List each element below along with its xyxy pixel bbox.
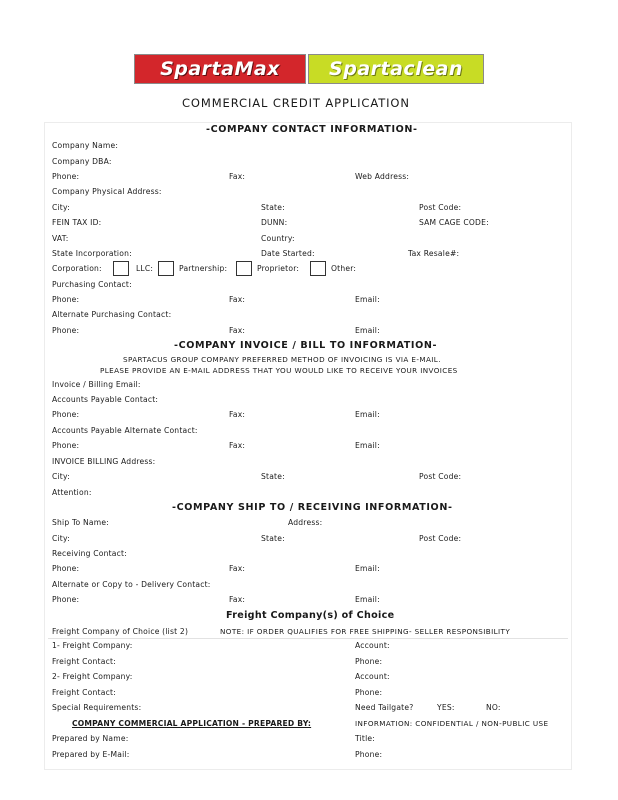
company-dba-label: Company DBA: [52, 157, 112, 166]
llc-checkbox[interactable] [158, 261, 174, 276]
invoice-note-2: PLEASE PROVIDE AN E-MAIL ADDRESS THAT YOU WOULD LIKE TO RECEIVE YOUR INVOICES [100, 366, 458, 375]
ship-city-label: City: [52, 534, 70, 543]
billing-city-label: City: [52, 472, 70, 481]
contact-heading: -COMPANY CONTACT INFORMATION- [206, 124, 418, 135]
receiving-email-label: Email: [355, 564, 380, 573]
freight-divider [48, 638, 568, 639]
proprietor-checkbox[interactable] [310, 261, 326, 276]
partnership-checkbox[interactable] [236, 261, 252, 276]
fax-label: Fax: [229, 172, 246, 181]
ap-email-label: Email: [355, 410, 380, 419]
freight-company-2-label: 2- Freight Company: [52, 672, 133, 681]
billing-address-label: INVOICE BILLING Address: [52, 457, 156, 466]
freight-account-2-label: Account: [355, 672, 390, 681]
freight-account-1-label: Account: [355, 641, 390, 650]
state-incorporation-label: State Incorporation: [52, 249, 132, 258]
alt-delivery-phone-label: Phone: [52, 595, 80, 604]
country-label: Country: [261, 234, 295, 243]
tailgate-yes-label: YES: [437, 703, 455, 712]
freight-contact-2-label: Freight Contact: [52, 688, 116, 697]
purchasing-phone-label: Phone: [52, 295, 80, 304]
freight-list-note: NOTE: IF ORDER QUALIFIES FOR FREE SHIPPING- SELLER RESPONSIBILITY [220, 627, 511, 636]
freight-list-label: Freight Company of Choice (list 2) [52, 627, 189, 636]
corporation-label: Corporation: [52, 264, 102, 273]
purchasing-email-label: Email: [355, 295, 380, 304]
fein-label: FEIN TAX ID: [52, 218, 102, 227]
purchasing-contact-label: Purchasing Contact: [52, 280, 132, 289]
freight-contact-1-label: Freight Contact: [52, 657, 116, 666]
city-label: City: [52, 203, 70, 212]
receiving-fax-label: Fax: [229, 564, 246, 573]
tailgate-label: Need Tailgate? [355, 703, 414, 712]
billing-email-label: Invoice / Billing Email: [52, 380, 141, 389]
sam-cage-label: SAM CAGE CODE: [419, 218, 489, 227]
spartamax-logo [134, 54, 306, 84]
ap-alt-phone-label: Phone: [52, 441, 80, 450]
freight-heading: Freight Company(s) of Choice [226, 610, 395, 621]
vat-label: VAT: [52, 234, 69, 243]
alt-purchasing-label: Alternate Purchasing Contact: [52, 310, 172, 319]
invoice-heading: -COMPANY INVOICE / BILL TO INFORMATION- [174, 340, 438, 351]
corporation-checkbox[interactable] [113, 261, 129, 276]
ap-alt-contact-label: Accounts Payable Alternate Contact: [52, 426, 198, 435]
ship-address-label: Address: [288, 518, 323, 527]
freight-company-1-label: 1- Freight Company: [52, 641, 133, 650]
partnership-label: Partnership: [179, 264, 228, 273]
ap-alt-fax-label: Fax: [229, 441, 246, 450]
physical-address-label: Company Physical Address: [52, 187, 162, 196]
page-title: COMMERCIAL CREDIT APPLICATION [182, 96, 410, 110]
confidential-info: INFORMATION: CONFIDENTIAL / NON-PUBLIC USE [355, 719, 549, 728]
proprietor-label: Proprietor: [257, 264, 300, 273]
alt-delivery-fax-label: Fax: [229, 595, 246, 604]
special-requirements-label: Special Requirements: [52, 703, 142, 712]
prepared-email-label: Prepared by E-Mail: [52, 750, 130, 759]
prepared-title-label: Title: [355, 734, 376, 743]
prepared-name-label: Prepared by Name: [52, 734, 129, 743]
post-code-label: Post Code: [419, 203, 462, 212]
freight-phone-1-label: Phone: [355, 657, 383, 666]
ship-state-label: State: [261, 534, 285, 543]
receiving-phone-label: Phone: [52, 564, 80, 573]
ap-fax-label: Fax: [229, 410, 246, 419]
web-address-label: Web Address: [355, 172, 410, 181]
ap-contact-label: Accounts Payable Contact: [52, 395, 159, 404]
purchasing-fax-label: Fax: [229, 295, 246, 304]
attention-label: Attention: [52, 488, 92, 497]
company-name-label: Company Name: [52, 141, 119, 150]
date-started-label: Date Started: [261, 249, 315, 258]
alt-delivery-email-label: Email: [355, 595, 380, 604]
tax-resale-label: Tax Resale#: [408, 249, 460, 258]
phone-label: Phone: [52, 172, 80, 181]
dunn-label: DUNN: [261, 218, 288, 227]
prepared-phone-label: Phone: [355, 750, 383, 759]
spartamax-logo-text: SpartaMax [160, 58, 280, 80]
ap-phone-label: Phone: [52, 410, 80, 419]
alt-purchasing-email-label: Email: [355, 326, 380, 335]
invoice-note-1: SPARTACUS GROUP COMPANY PREFERRED METHOD OF INVOICING IS VIA E-MAIL. [123, 355, 441, 364]
llc-label: LLC: [136, 264, 154, 273]
spartaclean-logo [308, 54, 484, 84]
prepared-heading: COMPANY COMMERCIAL APPLICATION - PREPARED BY: [72, 719, 312, 728]
alt-purchasing-phone-label: Phone: [52, 326, 80, 335]
alt-delivery-label: Alternate or Copy to - Delivery Contact: [52, 580, 211, 589]
billing-state-label: State: [261, 472, 285, 481]
tailgate-no-label: NO: [486, 703, 501, 712]
ship-to-name-label: Ship To Name: [52, 518, 109, 527]
freight-phone-2-label: Phone: [355, 688, 383, 697]
ship-heading: -COMPANY SHIP TO / RECEIVING INFORMATION- [172, 502, 453, 513]
ap-alt-email-label: Email: [355, 441, 380, 450]
other-label: Other: [331, 264, 357, 273]
receiving-contact-label: Receiving Contact: [52, 549, 127, 558]
ship-post-code-label: Post Code: [419, 534, 462, 543]
billing-post-code-label: Post Code: [419, 472, 462, 481]
alt-purchasing-fax-label: Fax: [229, 326, 246, 335]
state-label: State: [261, 203, 285, 212]
spartaclean-logo-text: Spartaclean [329, 58, 463, 80]
